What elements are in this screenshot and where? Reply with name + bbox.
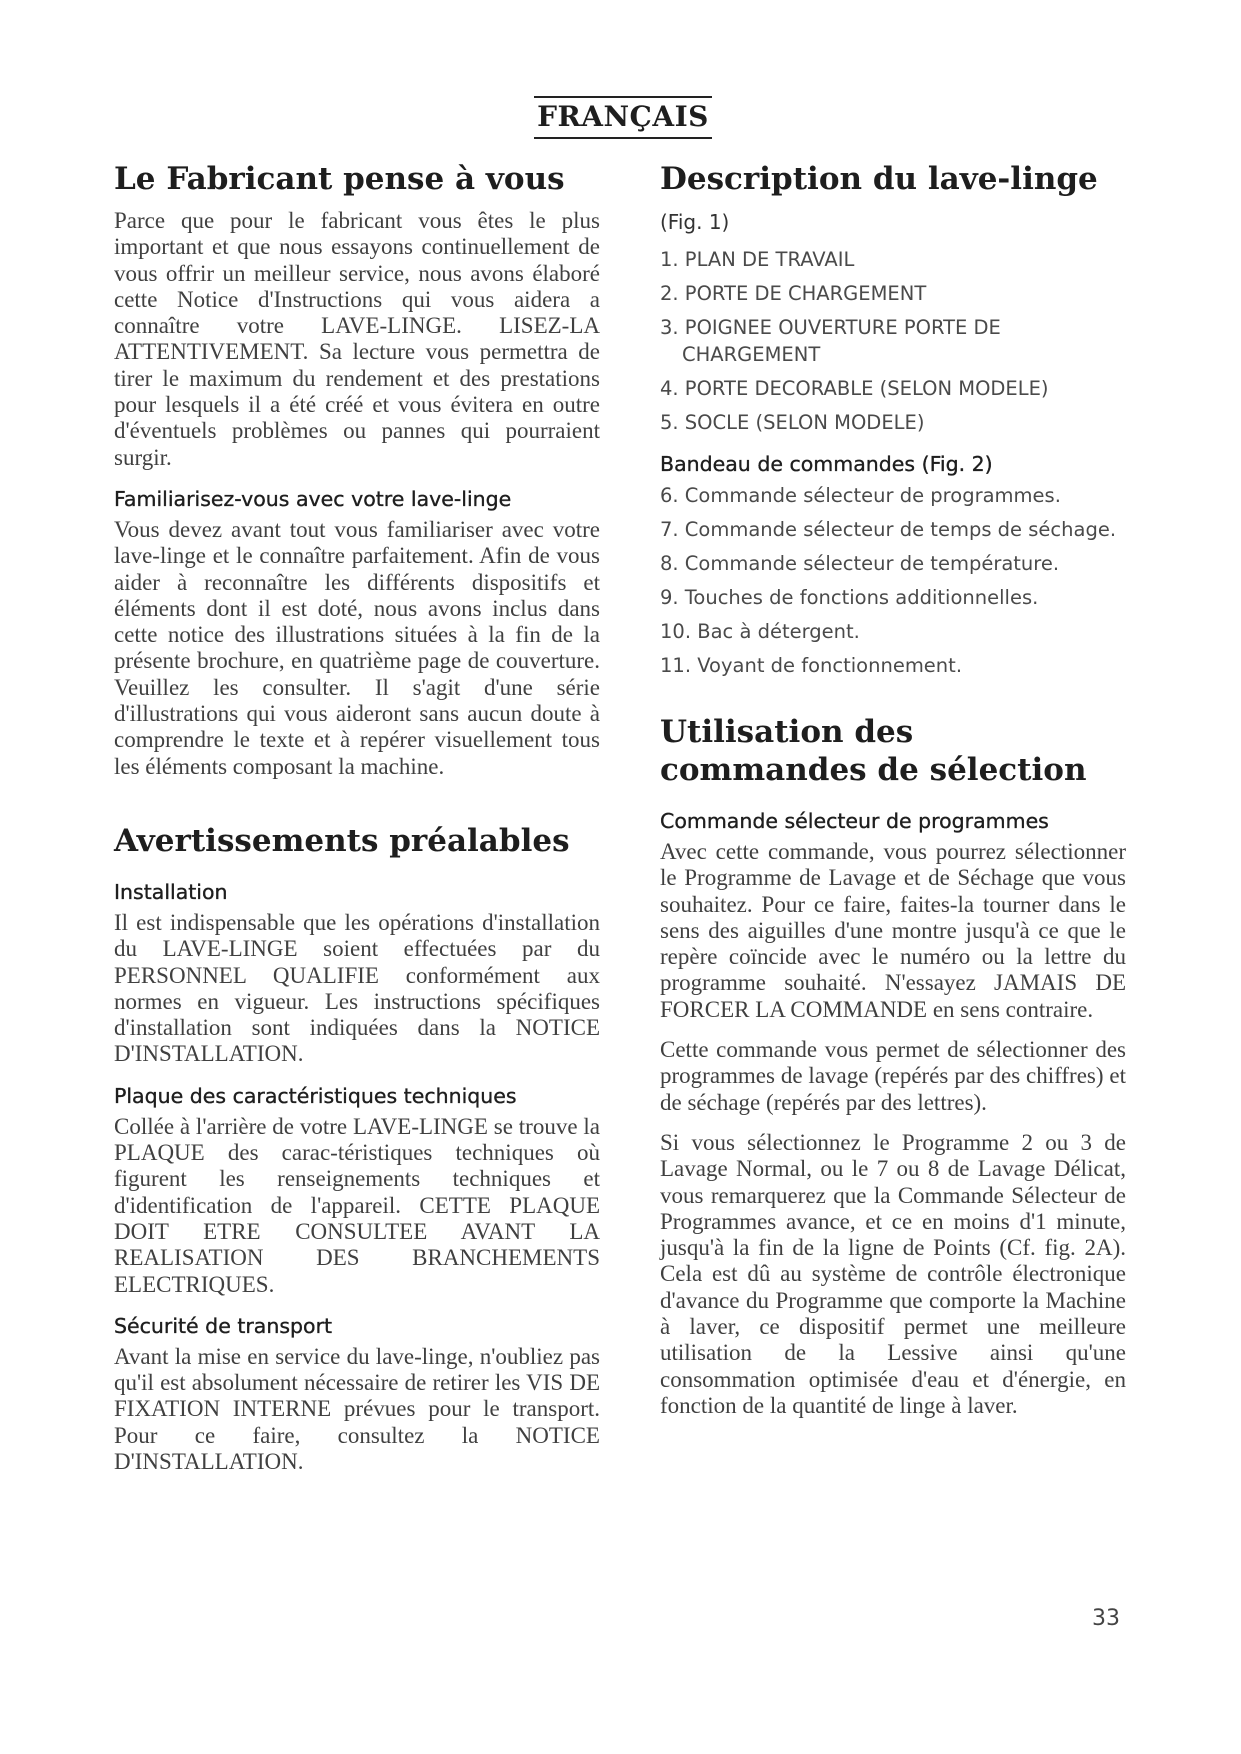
- section-title-utilisation: Utilisation des commandes de sélection: [660, 714, 1087, 788]
- list-item: 10. Bac à détergent.: [660, 620, 860, 643]
- familiarisez-paragraph: Vous devez avant tout vous familiariser avec votre lave-linge et le connaître parfaitement. Afin de vous aider à reconnaître les différents dispositifs et éléments dont il est doté, nous avons inclus dans cette notice des illustrations situées à la fin de la présente brochure, en quatrième page de couverture. Veuillez les consulter. Il s'agit d'une série d'illustrations qui vous aideront sans aucun doute à comprendre le texte et à repérer visuellement tous les éléments composant la machine.: [114, 516, 600, 779]
- right-column: [660, 160, 1126, 1433]
- list-item: 6. Commande sélecteur de programmes.: [660, 484, 1061, 507]
- selecteur-paragraph: Cette commande vous permet de sélectionner des programmes de lavage (repérés par des chiffres) et de séchage (repérés par des lettres).: [660, 1037, 1126, 1115]
- language-header: FRANÇAIS: [534, 96, 712, 139]
- selecteur-paragraph: Avec cette commande, vous pourrez sélectionner le Programme de Lavage et de Séchage que vous souhaitez. Pour ce faire, faites-la tourner dans le sens des aiguilles d'une montre jusqu'à ce que le repère coïncide avec le numéro ou la lettre du programme souhaité. N'essayez JAMAIS DE FORCER LA COMMANDE en sens contraire.: [660, 839, 1126, 1022]
- section-title-avertissements: Avertissements préalables: [114, 822, 570, 859]
- subheading-bandeau: Bandeau de commandes (Fig. 2): [660, 452, 993, 476]
- list-item: 9. Touches de fonctions additionnelles.: [660, 586, 1039, 609]
- selecteur-paragraph: Si vous sélectionnez le Programme 2 ou 3 de Lavage Normal, ou le 7 ou 8 de Lavage Délicat, vous remarquerez que la Commande Sélecteur de Programmes avance, et ce en moins d'1 minute, jusqu'à la fin de la ligne de Points (Cf. fig. 2A). Cela est dû au système de contrôle électronique d'avance du Programme que comporte la Machine à laver, ce dispositif permet une meilleure utilisation de la Lessive ainsi qu'une consommation optimisée d'eau et d'énergie, en fonction de la quantité de linge à laver.: [660, 1129, 1126, 1418]
- parts-list: [660, 246, 1126, 436]
- fabricant-paragraph: Parce que pour le fabricant vous êtes le plus important et que nous essayons continuellement de vous offrir un meilleur service, nous avons élaboré cette Notice d'Instructions qui vous aidera a connaître votre LAVE-LINGE. LISEZ-LA ATTENTIVEMENT. Sa lecture vous permettra de tirer le maximum du rendement et des prestations pour lesquels il a été créé et vous évitera en outre d'éventuels problèmes ou pannes qui pourraient surgir.: [114, 208, 600, 470]
- list-item: 1. PLAN DE TRAVAIL: [660, 248, 855, 271]
- list-item: 3. POIGNEE OUVERTURE PORTE DE CHARGEMENT: [660, 316, 1001, 366]
- controls-list: [660, 482, 1126, 679]
- page-number: 33: [1092, 1606, 1120, 1631]
- list-item: 5. SOCLE (SELON MODELE): [660, 411, 925, 434]
- installation-paragraph: Il est indispensable que les opérations d'installation du LAVE-LINGE soient effectuées par du PERSONNEL QUALIFIE conformément aux normes en vigueur. Les instructions spécifiques d'installation sont indiquées dans la NOTICE D'INSTALLATION.: [114, 909, 600, 1067]
- list-item: 2. PORTE DE CHARGEMENT: [660, 282, 927, 305]
- list-item: 4. PORTE DECORABLE (SELON MODELE): [660, 377, 1049, 400]
- section-title-description: Description du lave-linge: [660, 161, 1098, 197]
- subheading-plaque: Plaque des caractéristiques techniques: [114, 1083, 517, 1108]
- fig-reference: (Fig. 1): [660, 210, 730, 234]
- subheading-familiarisez: Familiarisez-vous avec votre lave-linge: [114, 486, 512, 511]
- list-item: 7. Commande sélecteur de temps de séchage.: [660, 518, 1117, 541]
- list-item: 11. Voyant de fonctionnement.: [660, 654, 963, 677]
- subheading-installation: Installation: [114, 879, 228, 904]
- subheading-transport: Sécurité de transport: [114, 1313, 333, 1338]
- subheading-selecteur: Commande sélecteur de programmes: [660, 809, 1049, 833]
- list-item: 8. Commande sélecteur de température.: [660, 552, 1060, 575]
- section-title-fabricant: Le Fabricant pense à vous: [114, 161, 565, 197]
- left-column: [114, 160, 600, 1489]
- plaque-paragraph: Collée à l'arrière de votre LAVE-LINGE se trouve la PLAQUE des carac-téristiques techniques où figurent les renseignements techniques et d'identification de l'appareil. CETTE PLAQUE DOIT ETRE CONSULTEE AVANT LA REALISATION DES BRANCHEMENTS ELECTRIQUES.: [114, 1113, 600, 1297]
- transport-paragraph: Avant la mise en service du lave-linge, n'oubliez pas qu'il est absolument nécessaire de retirer les VIS DE FIXATION INTERNE prévues pour le transport. Pour ce faire, consultez la NOTICE D'INSTALLATION.: [114, 1343, 600, 1474]
